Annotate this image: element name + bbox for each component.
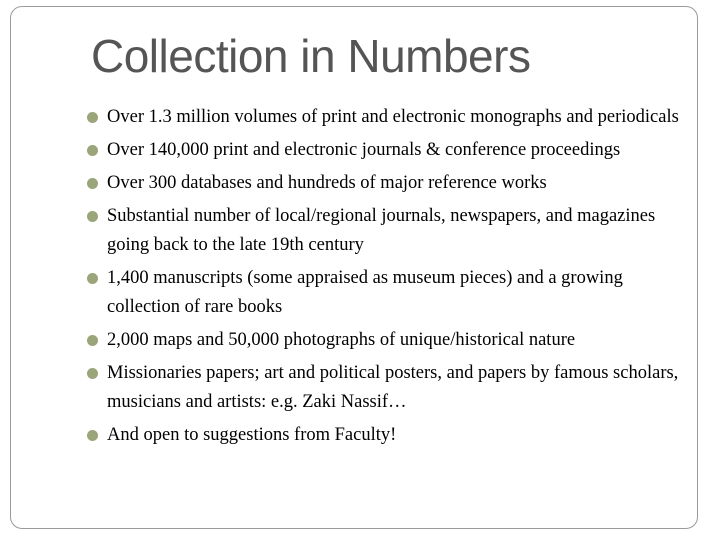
slide-frame <box>10 6 698 529</box>
bullet-text: 2,000 maps and 50,000 photographs of unique/historical nature <box>107 330 576 350</box>
bullet-dot-icon <box>87 368 98 379</box>
bullet-list <box>81 103 693 454</box>
list-item <box>81 359 693 417</box>
bullet-text: Substantial number of local/regional journals, newspapers, and magazines going back to the late 19th century <box>107 206 656 255</box>
slide-title: Collection in Numbers <box>91 30 531 82</box>
list-item <box>81 103 693 132</box>
bullet-text: Over 140,000 print and electronic journals & conference proceedings <box>107 140 621 160</box>
bullet-dot-icon <box>87 430 98 441</box>
bullet-dot-icon <box>87 178 98 189</box>
list-item <box>81 421 693 450</box>
bullet-text: Missionaries papers; art and political posters, and papers by famous scholars, musicians and artists: e.g. Zaki Nassif… <box>107 363 679 412</box>
list-item <box>81 136 693 165</box>
bullet-text: Over 1.3 million volumes of print and electronic monographs and periodicals <box>107 107 679 127</box>
bullet-dot-icon <box>87 145 98 156</box>
bullet-dot-icon <box>87 335 98 346</box>
list-item <box>81 264 693 322</box>
bullet-dot-icon <box>87 273 98 284</box>
bullet-dot-icon <box>87 112 98 123</box>
list-item <box>81 326 693 355</box>
bullet-text: Over 300 databases and hundreds of major reference works <box>107 173 547 193</box>
bullet-text: And open to suggestions from Faculty! <box>107 425 397 445</box>
list-item <box>81 169 693 198</box>
bullet-text: 1,400 manuscripts (some appraised as museum pieces) and a growing collection of rare books <box>107 268 623 317</box>
list-item <box>81 202 693 260</box>
bullet-dot-icon <box>87 211 98 222</box>
